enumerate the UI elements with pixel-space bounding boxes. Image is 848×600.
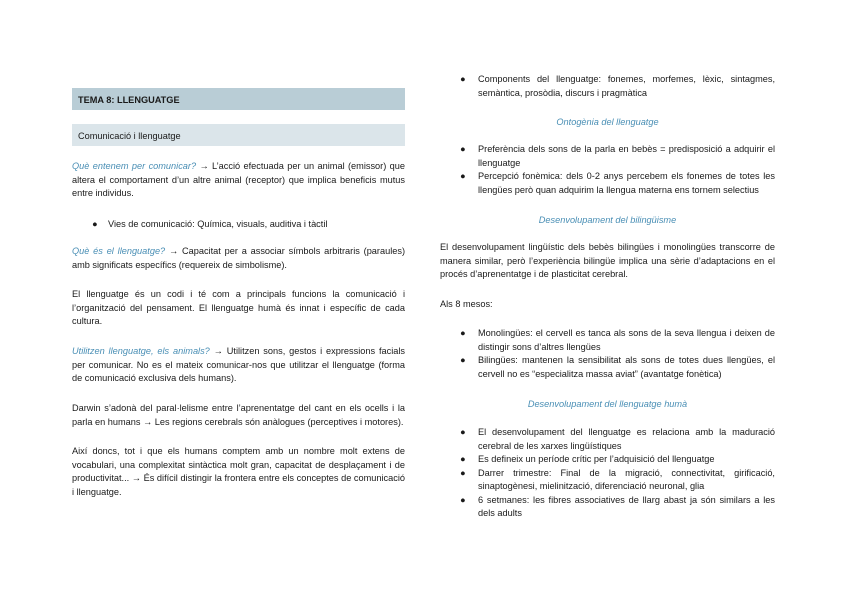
list-item <box>440 426 775 453</box>
answer-animals: → Utilitzen sons, gestos i expressions facials per comunicar. No es el mateix comunicar-nos que utilitzar el llenguatge (forma de comunicació exclusiva dels humans). <box>72 346 405 383</box>
bullet-icon: ● <box>460 454 466 464</box>
bullet-icon: ● <box>460 328 466 338</box>
bullet-icon: ● <box>460 171 466 181</box>
subheading-bilinguisme: Desenvolupament del bilingüisme <box>538 215 677 225</box>
paragraph-codi: El llenguatge és un codi i té com a principals funcions la comunicació i l’organització del pensament. El llenguatge humà és innat i específic de cada cultura. <box>72 289 405 326</box>
section-heading-bar <box>72 124 405 146</box>
bullet-icon: ● <box>460 144 466 154</box>
list-item <box>440 467 775 494</box>
paragraph-als-8-mesos: Als 8 mesos: <box>440 299 493 309</box>
bullet-list-8-mesos <box>440 327 775 381</box>
bullet-icon: ● <box>460 74 466 84</box>
list-item-text: Darrer trimestre: Final de la migració, connectivitat, girificació, sinaptogènesi, mielinització, diferenciació neuronal, glia <box>478 467 775 491</box>
answer-llenguatge: → Capacitat per a associar símbols arbitraris (paraules) amb significats específics (requereix de simbolisme). <box>72 246 406 270</box>
bullet-icon: ● <box>460 427 466 437</box>
paragraph-bilingue: El desenvolupament lingüístic dels bebès bilingües i monolingües transcorre de manera similar, però l’experiència bilingüe implica una sèrie d’adaptacions en el procés d’aprenentatge i de plasticitat cerebral. <box>440 242 775 279</box>
topic-title-bar <box>72 88 405 110</box>
paragraph-conclusio: Així doncs, tot i que els humans comptem amb un nombre molt extens de vocabulari, una complexitat sintàctica molt gran, capacitat de desplaçament i de productivitat... → És difícil distingir la frontera entre els conceptes de comunicació i llenguatge. <box>72 446 405 497</box>
list-item-text: Preferència dels sons de la parla en bebès = predisposició a adquirir el llenguatge <box>478 144 775 168</box>
question-comunicar: Què entenem per comunicar? <box>72 161 197 171</box>
answer-comunicar: → L’acció efectuada per un animal (emissor) que altera el comportament d’un altre animal (receptor) que implica beneficis mutus entre individus. <box>72 161 405 198</box>
bullet-icon: ● <box>460 355 466 365</box>
bullet-icon: ● <box>92 219 98 229</box>
list-item-text: El desenvolupament del llenguatge es relaciona amb la maduració cerebral de les xarxes lingüístiques <box>478 427 775 451</box>
paragraph-llenguatge <box>72 245 405 272</box>
paragraph-animals <box>72 345 405 386</box>
list-item <box>440 170 775 197</box>
bullet-icon: ● <box>460 467 466 478</box>
bullet-list-vies <box>72 218 405 232</box>
list-item-text: Es defineix un període crític per l’adquisició del llenguatge <box>478 454 715 464</box>
list-item <box>72 218 405 232</box>
list-item <box>440 354 775 381</box>
list-item-text: Bilingües: mantenen la sensibilitat als sons de totes dues llengües, el cervell no es “especialitza massa aviat” (avantatge fonètica) <box>478 355 775 379</box>
list-item <box>440 453 775 467</box>
subheading-ontogenia: Ontogènia del llenguatge <box>556 117 659 127</box>
bullet-list-huma <box>440 426 775 521</box>
topic-title: TEMA 8: LLENGUATGE <box>78 95 180 105</box>
list-item <box>440 73 775 100</box>
bullet-icon: ● <box>460 494 466 505</box>
list-item-text: Vies de comunicació: Química, visuals, auditiva i tàctil <box>108 219 328 229</box>
question-animals: Utilitzen llenguatge, els animals? <box>72 346 210 356</box>
bullet-list-ontogenia <box>440 143 775 197</box>
paragraph-comunicar <box>72 160 405 201</box>
list-item <box>440 143 775 170</box>
list-item <box>440 494 775 521</box>
list-item-text: 6 setmanes: les fibres associatives de llarg abast ja són similars a les dels adults <box>478 494 775 518</box>
paragraph-darwin: Darwin s’adonà del paral·lelisme entre l’aprenentatge del cant en els ocells i la parla en humans → Les regions cerebrals són anàlogues (perceptives i motores). <box>72 403 405 427</box>
list-item <box>440 327 775 354</box>
section-heading: Comunicació i llenguatge <box>78 131 181 141</box>
question-llenguatge: Què és el llenguatge? <box>72 246 166 256</box>
subheading-huma: Desenvolupament del llenguatge humà <box>527 399 688 409</box>
list-item-text: Percepció fonèmica: dels 0-2 anys percebem els fonemes de totes les llengües però quan adquirim la llengua materna ens tornem selectius <box>478 171 775 195</box>
list-item-text: Components del llenguatge: fonemes, morfemes, lèxic, sintagmes, semàntica, prosòdia, discurs i pragmàtica <box>478 74 775 98</box>
bullet-list-components <box>440 73 775 100</box>
list-item-text: Monolingües: el cervell es tanca als sons de la seva llengua i deixen de distingir sons d’altres llengües <box>478 328 775 352</box>
